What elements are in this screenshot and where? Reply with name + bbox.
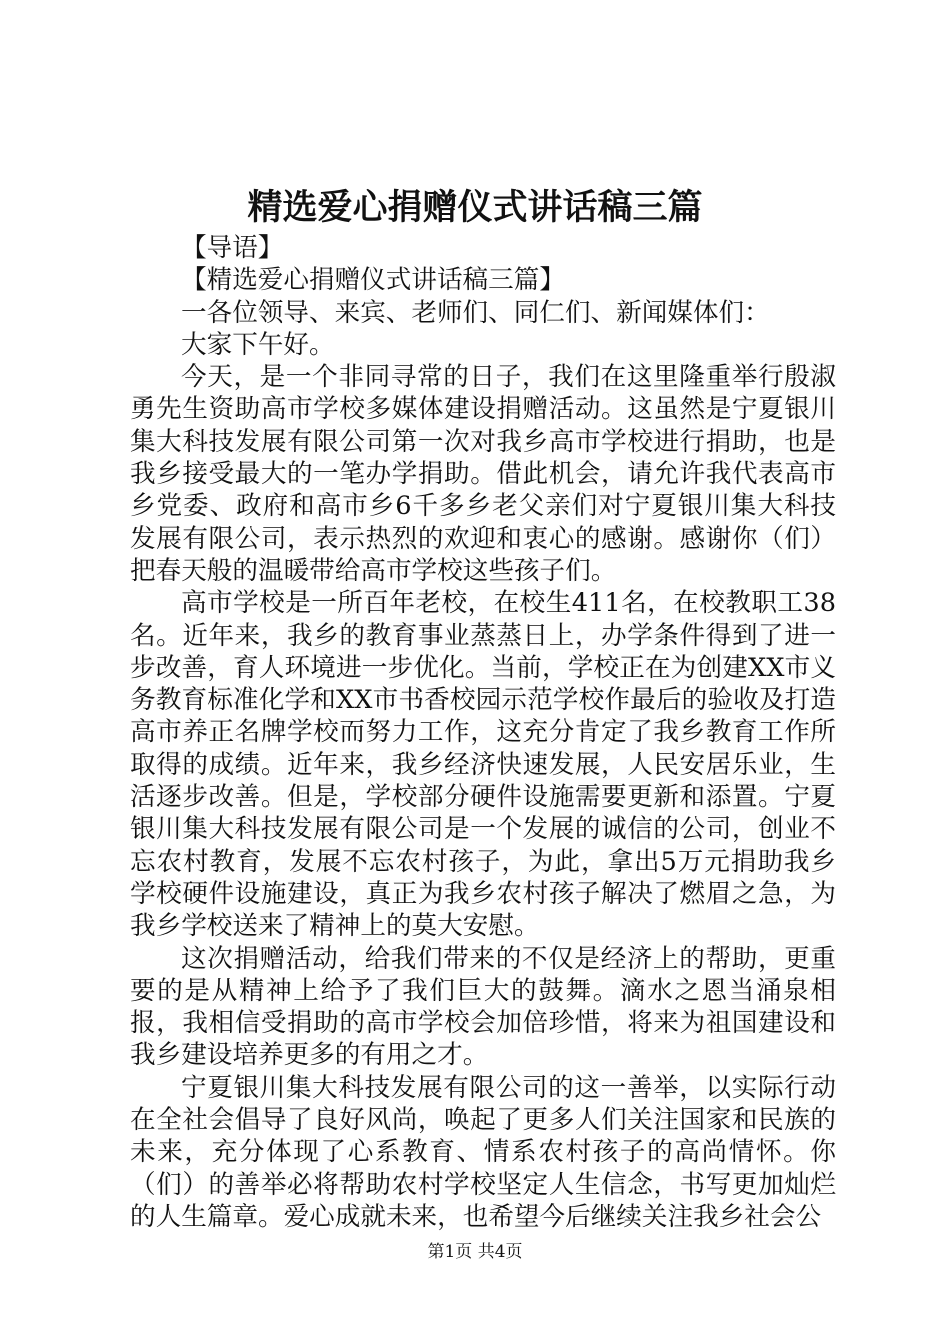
document-body — [130, 232, 836, 1233]
paragraph-heading: 【精选爱心捐赠仪式讲话稿三篇】 — [181, 265, 565, 296]
paragraph-body-1: 今天，是一个非同寻常的日子，我们在这里隆重举行殷淑勇先生资助高市学校多媒体建设捐赠活动。这虽然是宁夏银川集大科技发展有限公司第一次对我乡高市学校进行捐助，也是我乡接受最大的一笔办学捐助。借此机会，请允许我代表高市乡党委、政府和高市乡6千多乡老父亲们对宁夏银川集大科技发展有限公司，表示热烈的欢迎和衷心的感谢。感谢你（们）把春天般的温暖带给高市学校这些孩子们。 — [130, 362, 836, 586]
paragraph-greeting: 大家下午好。 — [181, 329, 335, 360]
paragraph-body-2: 高市学校是一所百年老校，在校生411名，在校教职工38名。近年来，我乡的教育事业蒸蒸日上，办学条件得到了进一步改善，育人环境进一步优化。当前，学校正在为创建XX市义务教育标准化学和XX市书香校园示范学校作最后的验收及打造高市养正名牌学校而努力工作，这充分肯定了我乡教育工作所取得的成绩。近年来，我乡经济快速发展，人民安居乐业，生活逐步改善。但是，学校部分硬件设施需要更新和添置。宁夏银川集大科技发展有限公司是一个发展的诚信的公司，创业不忘农村教育，发展不忘农村孩子，为此，拿出5万元捐助我乡学校硬件设施建设，真正为我乡农村孩子解决了燃眉之急，为我乡学校送来了精神上的莫大安慰。 — [130, 588, 836, 942]
paragraph-salutation: 一各位领导、来宾、老师们、同仁们、新闻媒体们： — [181, 297, 770, 328]
paragraph-intro-label: 【导语】 — [181, 233, 284, 263]
document-title: 精选爱心捐赠仪式讲话稿三篇 — [247, 187, 703, 228]
page-footer: 第1页 共4页 — [427, 1242, 523, 1262]
paragraph-body-3: 这次捐赠活动，给我们带来的不仅是经济上的帮助，更重要的是从精神上给予了我们巨大的鼓舞。滴水之恩当涌泉相报，我相信受捐助的高市学校会加倍珍惜，将来为祖国建设和我乡建设培养更多的有用之才。 — [130, 943, 836, 1071]
paragraph-body-4: 宁夏银川集大科技发展有限公司的这一善举，以实际行动在全社会倡导了良好风尚，唤起了更多人们关注国家和民族的未来，充分体现了心系教育、情系农村孩子的高尚情怀。你（们）的善举必将帮助农村学校坚定人生信念，书写更加灿烂的人生篇章。爱心成就未来，也希望今后继续关注我乡社会公 — [130, 1072, 836, 1232]
